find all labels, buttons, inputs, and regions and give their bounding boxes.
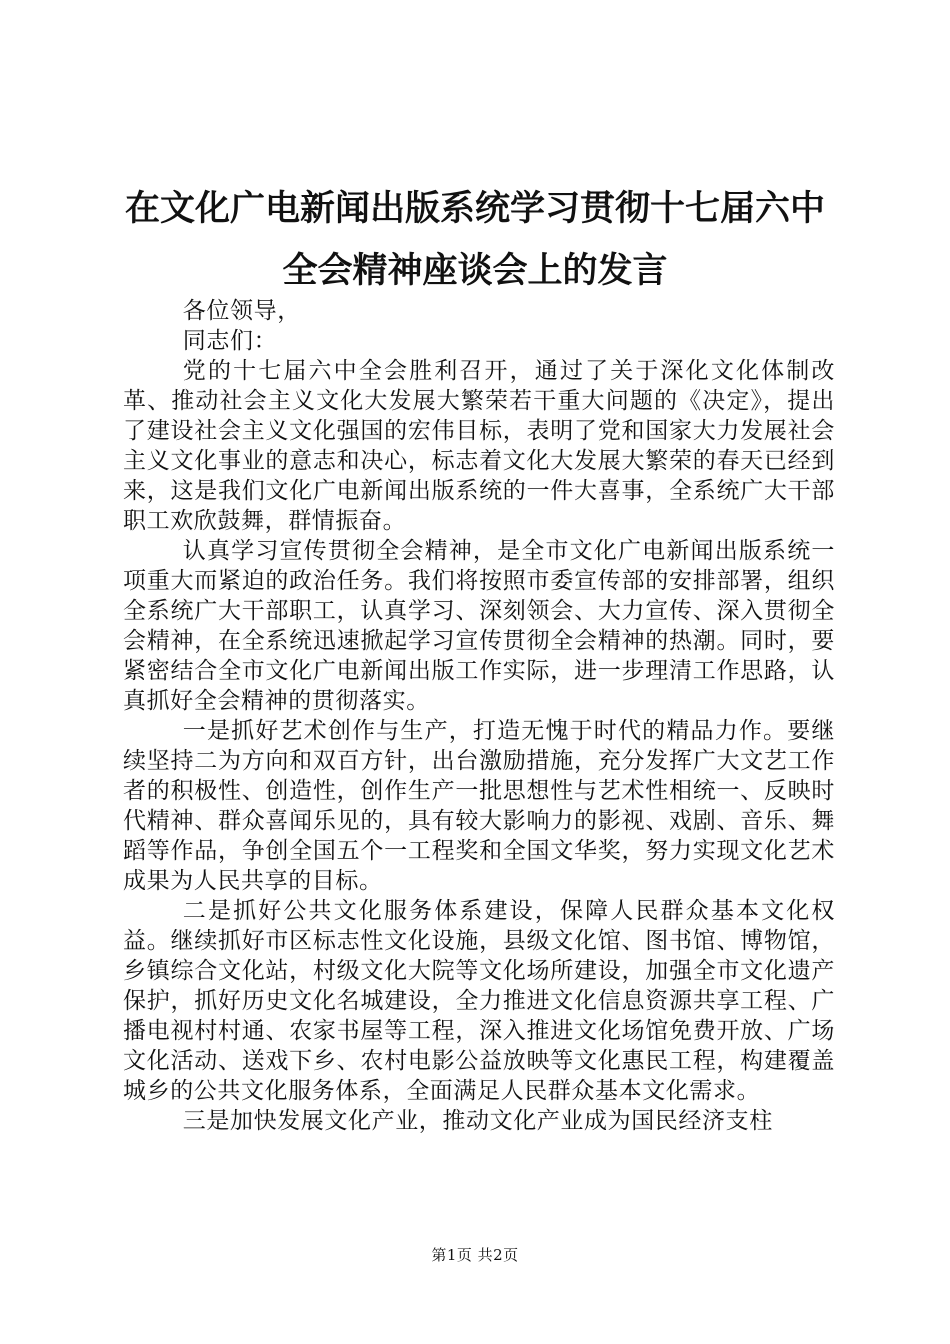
salutation-comrades: 同志们：: [182, 328, 278, 354]
document-body: [123, 296, 835, 1136]
salutation-leaders: 各位领导，: [182, 298, 301, 324]
body-paragraph: 党的十七届六中全会胜利召开，通过了关于深化文化体制改革、推动社会主义文化大发展大繁荣若干重大问题的《决定》，提出了建设社会主义文化强国的宏伟目标，表明了党和国家大力发展社会主义文化事业的意志和决心，标志着文化大发展大繁荣的春天已经到来，这是我们文化广电新闻出版系统的一件大喜事，全系统广大干部职工欢欣鼓舞，群情振奋。: [123, 358, 835, 534]
body-paragraph: 一是抓好艺术创作与生产，打造无愧于时代的精品力作。要继续坚持二为方向和双百方针，出台激励措施，充分发挥广大文艺工作者的积极性、创造性，创作生产一批思想性与艺术性相统一、反映时代精神、群众喜闻乐见的，具有较大影响力的影视、戏剧、音乐、舞蹈等作品，争创全国五个一工程奖和全国文华奖，努力实现文化艺术成果为人民共享的目标。: [123, 718, 835, 894]
page-number-footer: 第1页 共2页: [431, 1246, 519, 1264]
body-paragraph: 认真学习宣传贯彻全会精神，是全市文化广电新闻出版系统一项重大而紧迫的政治任务。我们将按照市委宣传部的安排部署，组织全系统广大干部职工，认真学习、深刻领会、大力宣传、深入贯彻全会精神，在全系统迅速掀起学习宣传贯彻全会精神的热潮。同时，要紧密结合全市文化广电新闻出版工作实际，进一步理清工作思路，认真抓好全会精神的贯彻落实。: [123, 538, 835, 714]
document-title-line-2: 全会精神座谈会上的发言: [282, 251, 668, 291]
body-paragraph: 三是加快发展文化产业，推动文化产业成为国民经济支柱: [182, 1108, 773, 1134]
document-title-line-1: 在文化广电新闻出版系统学习贯彻十七届六中: [124, 189, 825, 229]
body-paragraph: 二是抓好公共文化服务体系建设，保障人民群众基本文化权益。继续抓好市区标志性文化设施，县级文化馆、图书馆、博物馆，乡镇综合文化站，村级文化大院等文化场所建设，加强全市文化遗产保护，抓好历史文化名城建设，全力推进文化信息资源共享工程、广播电视村村通、农家书屋等工程，深入推进文化场馆免费开放、广场文化活动、送戏下乡、农村电影公益放映等文化惠民工程，构建覆盖城乡的公共文化服务体系，全面满足人民群众基本文化需求。: [123, 898, 835, 1104]
